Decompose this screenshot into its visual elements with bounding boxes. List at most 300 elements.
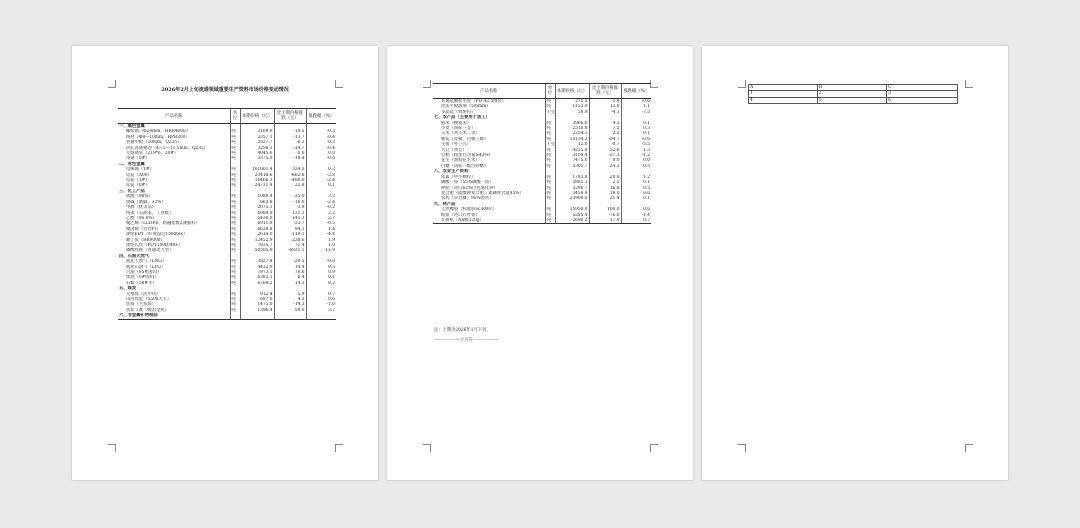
pct-cell[interactable]: -7.5 bbox=[621, 110, 651, 115]
price-cell[interactable]: 7035.7 bbox=[240, 243, 274, 248]
price-cell[interactable]: 912.4 bbox=[240, 292, 274, 297]
change-cell[interactable]: 4.3 bbox=[274, 297, 306, 302]
table-row bbox=[433, 218, 651, 224]
unit-cell[interactable]: 千克 bbox=[546, 142, 555, 148]
price-cell[interactable]: 663.8 bbox=[240, 200, 274, 205]
change-cell[interactable]: -10.5 bbox=[274, 129, 306, 134]
product-name[interactable]: 螺纹钢（Φ20mm，HRB400E） bbox=[126, 129, 191, 135]
product-name[interactable]: 浮法平板玻璃（5/6mm） bbox=[441, 104, 491, 110]
change-cell[interactable]: -94.7 bbox=[589, 137, 621, 142]
price-cell[interactable]: 2614.0 bbox=[240, 232, 274, 237]
unit-cell[interactable]: 吨 bbox=[545, 207, 555, 212]
unit-cell[interactable]: 吨 bbox=[545, 153, 555, 158]
price-cell[interactable]: 3881.3 bbox=[555, 180, 589, 185]
unit-cell[interactable]: 吨 bbox=[230, 275, 240, 280]
table-cell[interactable]: 6 bbox=[887, 97, 958, 103]
price-cell[interactable]: 24731.4 bbox=[240, 183, 274, 188]
change-cell[interactable]: -6831.1 bbox=[274, 248, 306, 253]
pct-cell[interactable]: 1.1 bbox=[621, 104, 651, 109]
empty-cell bbox=[306, 313, 336, 319]
unit-cell[interactable]: 吨 bbox=[545, 180, 555, 185]
product-name[interactable]: 电解铜（1#） bbox=[126, 167, 154, 173]
price-cell[interactable]: 6383.1 bbox=[240, 275, 274, 280]
table-header-row bbox=[118, 109, 336, 124]
pct-cell[interactable]: -0.4 bbox=[306, 135, 336, 140]
price-cell[interactable]: 1396.4 bbox=[240, 308, 274, 313]
unit-cell[interactable]: 吨 bbox=[230, 129, 240, 134]
pct-cell[interactable]: -0.4 bbox=[306, 146, 336, 151]
crop-mark bbox=[965, 80, 973, 88]
unit-cell[interactable]: 吨 bbox=[230, 140, 240, 145]
product-name[interactable]: 小麦（国标三等） bbox=[441, 126, 476, 132]
price-cell[interactable]: 5285.4 bbox=[555, 213, 589, 218]
pct-cell[interactable]: 0.6 bbox=[621, 191, 651, 196]
price-cell[interactable]: 6084.9 bbox=[240, 211, 274, 216]
pct-cell[interactable]: 3.3 bbox=[306, 194, 336, 199]
header-price: 本期价格（元） bbox=[555, 84, 589, 99]
change-cell[interactable]: 13.0 bbox=[589, 104, 621, 109]
product-name[interactable]: 多晶硅（致密料） bbox=[441, 109, 476, 115]
change-cell[interactable]: -1.8 bbox=[589, 99, 621, 105]
unit-cell[interactable]: 吨 bbox=[545, 121, 555, 126]
product-name[interactable]: 普通中板（20mm，Q235） bbox=[126, 140, 182, 146]
pct-cell[interactable]: -4.4 bbox=[306, 232, 336, 237]
price-cell[interactable]: 7973.1 bbox=[240, 270, 274, 275]
pct-cell[interactable]: 0.3 bbox=[306, 167, 336, 172]
product-name[interactable]: 铝锭（A00） bbox=[126, 172, 152, 178]
header-product: 产品名称 bbox=[118, 109, 230, 124]
change-cell[interactable]: -37.3 bbox=[589, 153, 621, 158]
price-cell[interactable]: 2690.2 bbox=[555, 218, 589, 224]
price-cell[interactable]: 2075.1 bbox=[240, 205, 274, 210]
change-cell[interactable]: 71.4 bbox=[274, 243, 306, 248]
price-cell[interactable]: 275.5 bbox=[555, 99, 589, 105]
table-cell[interactable]: B bbox=[817, 85, 886, 91]
change-cell[interactable]: -13.7 bbox=[274, 135, 306, 140]
price-cell[interactable]: 1153.9 bbox=[555, 104, 589, 109]
unit-cell[interactable]: 吨 bbox=[230, 221, 240, 226]
unit-cell[interactable]: 吨 bbox=[545, 131, 555, 136]
category-row bbox=[118, 313, 336, 319]
product-name[interactable]: 稻米（粳稻米） bbox=[441, 120, 472, 126]
product-name[interactable]: 石蜡（58#半） bbox=[126, 280, 157, 286]
crop-mark bbox=[108, 80, 116, 88]
product-name[interactable]: 磷酸一铵（55%磷酸一铵） bbox=[441, 180, 494, 186]
change-cell[interactable]: -662.8 bbox=[274, 173, 306, 178]
unit-cell[interactable]: 吨 bbox=[545, 164, 555, 169]
change-cell[interactable]: 4.3 bbox=[589, 121, 621, 126]
price-cell[interactable]: 7475.0 bbox=[555, 158, 589, 163]
product-name[interactable]: 聚乙烯（LLDPE，熔融指数2薄膜料） bbox=[126, 221, 200, 227]
empty-cell bbox=[274, 313, 306, 319]
empty-cell bbox=[230, 313, 240, 319]
crop-mark bbox=[423, 80, 431, 88]
unit-cell[interactable]: 吨 bbox=[230, 156, 240, 161]
change-cell[interactable]: -6.3 bbox=[274, 140, 306, 145]
product-name[interactable]: 顺丁胶（BR9000） bbox=[126, 237, 165, 243]
unit-cell[interactable]: 吨 bbox=[230, 173, 240, 178]
product-name[interactable]: 柴油（0#国VI） bbox=[126, 275, 159, 281]
pct-cell[interactable]: 0.5 bbox=[621, 164, 651, 169]
product-name[interactable]: 无烟煤（洗中块） bbox=[126, 291, 161, 297]
pct-cell[interactable]: 0.0 bbox=[306, 151, 336, 156]
unit-cell[interactable]: 吨 bbox=[230, 227, 240, 232]
change-cell[interactable]: 141.3 bbox=[274, 216, 306, 221]
crop-mark bbox=[650, 80, 658, 88]
product-name[interactable]: 甲醇（优等品） bbox=[126, 205, 157, 211]
price-cell[interactable]: 1475.0 bbox=[240, 302, 274, 307]
unit-cell[interactable]: 吨 bbox=[230, 194, 240, 199]
change-cell[interactable]: 94.1 bbox=[274, 227, 306, 232]
product-name[interactable]: 玉米（黄玉米二等） bbox=[441, 131, 480, 137]
product-name[interactable]: 尿素（中小颗粒） bbox=[441, 174, 476, 180]
price-cell[interactable]: 3296.7 bbox=[555, 186, 589, 191]
pct-cell[interactable]: 1.4 bbox=[306, 227, 336, 232]
page-break-label: 分页符 bbox=[459, 338, 473, 343]
product-name[interactable]: 焦煤（主焦煤） bbox=[126, 302, 157, 308]
category-label: 九、林产品 bbox=[434, 201, 456, 207]
unit-cell[interactable]: 吨 bbox=[230, 178, 240, 183]
pct-cell[interactable]: -0.2 bbox=[306, 205, 336, 210]
unit-cell[interactable]: 吨 bbox=[230, 270, 240, 275]
pct-cell[interactable]: 0.6 bbox=[621, 207, 651, 212]
price-cell[interactable]: 6911.9 bbox=[240, 221, 274, 226]
change-cell[interactable]: 35.0 bbox=[274, 194, 306, 199]
unit-cell[interactable]: 吨 bbox=[230, 216, 240, 221]
category-label: 六、非金属矿物制品 bbox=[118, 313, 230, 319]
price-cell[interactable]: 697.0 bbox=[240, 297, 274, 302]
pct-cell[interactable]: -2.4 bbox=[306, 178, 336, 183]
unit-cell[interactable]: 吨 bbox=[230, 281, 240, 286]
price-cell[interactable]: 3827.4 bbox=[240, 259, 274, 264]
pct-cell[interactable]: 0.7 bbox=[306, 292, 336, 297]
unit-cell[interactable]: 吨 bbox=[230, 183, 240, 188]
unit-cell[interactable]: 吨 bbox=[230, 308, 240, 313]
product-name[interactable]: 锌锭（0#） bbox=[126, 183, 150, 189]
pct-cell[interactable]: 1.2 bbox=[621, 175, 651, 180]
product-name[interactable]: 聚丙烯（拉丝料） bbox=[126, 226, 161, 232]
product-name[interactable]: 涤纶FDY（纤度超过150dtex） bbox=[126, 232, 188, 238]
table-cell[interactable]: C bbox=[887, 85, 958, 91]
product-name[interactable]: 棉花（皮棉，白棉三级） bbox=[441, 136, 489, 142]
crop-mark bbox=[423, 444, 431, 452]
pct-cell[interactable]: -0.5 bbox=[306, 156, 336, 161]
pct-cell[interactable]: 0.2 bbox=[306, 281, 336, 286]
price-cell[interactable]: 3298.1 bbox=[240, 146, 274, 151]
pct-cell[interactable]: 0.0 bbox=[621, 158, 651, 163]
price-cell[interactable]: 3109.4 bbox=[555, 153, 589, 158]
pct-cell[interactable]: -2.8 bbox=[306, 173, 336, 178]
product-name[interactable]: 液化石油气（LPG） bbox=[126, 264, 166, 270]
price-cell[interactable]: 2254.1 bbox=[555, 131, 589, 136]
pct-cell[interactable]: -1.4 bbox=[621, 213, 651, 218]
pct-cell[interactable]: 0.6 bbox=[306, 297, 336, 302]
price-cell[interactable]: 5305.7 bbox=[555, 164, 589, 169]
price-cell[interactable]: 50505.9 bbox=[240, 248, 274, 253]
product-name[interactable]: 白糖（国标一级白砂糖） bbox=[441, 163, 489, 169]
unit-cell[interactable]: 吨 bbox=[230, 232, 240, 237]
pct-cell[interactable]: 1.9 bbox=[306, 238, 336, 243]
change-cell[interactable]: 70.6 bbox=[274, 270, 306, 275]
change-cell[interactable]: 2.5 bbox=[589, 180, 621, 185]
pct-cell[interactable]: 0.5 bbox=[621, 186, 651, 191]
empty-cell bbox=[240, 313, 274, 319]
price-cell[interactable]: 4432.9 bbox=[240, 265, 274, 270]
pct-cell[interactable]: 0.1 bbox=[306, 183, 336, 188]
change-cell[interactable]: 22.8 bbox=[274, 183, 306, 188]
product-name[interactable]: 乙醇（95.0%） bbox=[126, 215, 157, 221]
product-name[interactable]: 液化天然气（LNG） bbox=[126, 259, 167, 265]
change-cell[interactable]: 50.0 bbox=[274, 308, 306, 313]
product-name[interactable]: 山西优混（5500大卡） bbox=[126, 297, 172, 302]
price-cell[interactable]: 3527.7 bbox=[240, 140, 274, 145]
unit-cell[interactable]: 吨 bbox=[545, 186, 555, 191]
unit-cell[interactable]: 吨 bbox=[545, 104, 555, 109]
change-cell[interactable]: 100.0 bbox=[589, 207, 621, 212]
price-cell[interactable]: 3458.9 bbox=[555, 191, 589, 196]
unit-cell[interactable]: 吨 bbox=[230, 167, 240, 172]
price-cell[interactable]: 50.9 bbox=[555, 110, 589, 115]
pct-cell[interactable]: -0.2 bbox=[306, 140, 336, 145]
product-name[interactable]: 角钢（5#） bbox=[126, 156, 150, 162]
pct-cell[interactable]: 1.0 bbox=[306, 243, 336, 248]
unit-cell[interactable]: 吨 bbox=[545, 175, 555, 180]
change-cell[interactable]: 24.3 bbox=[589, 164, 621, 169]
table-cell[interactable]: 2 bbox=[817, 91, 886, 97]
change-cell[interactable]: 228.6 bbox=[274, 238, 306, 243]
pct-cell[interactable]: 0.1 bbox=[621, 131, 651, 136]
change-cell[interactable]: 334.3 bbox=[274, 167, 306, 172]
price-cell[interactable]: 15950.0 bbox=[555, 207, 589, 212]
category-label: 八、农业生产资料 bbox=[434, 169, 469, 175]
change-cell[interactable]: -14.7 bbox=[274, 146, 306, 151]
product-name[interactable]: 热轧普通板卷（4.75—11.5mm，Q235） bbox=[126, 145, 208, 151]
pct-cell[interactable]: -5.5 bbox=[621, 142, 651, 147]
table-cell[interactable]: 4 bbox=[749, 97, 818, 103]
table-cell[interactable]: 1 bbox=[749, 91, 818, 97]
unit-cell[interactable]: 吨 bbox=[230, 200, 240, 205]
table-cell[interactable]: 5 bbox=[817, 97, 886, 103]
change-cell[interactable]: -76.0 bbox=[589, 213, 621, 218]
unit-cell[interactable]: 吨 bbox=[230, 265, 240, 270]
pct-cell[interactable]: -2.4 bbox=[306, 200, 336, 205]
price-cell[interactable]: 1783.8 bbox=[555, 175, 589, 180]
change-cell[interactable]: -29.5 bbox=[274, 259, 306, 264]
product-name[interactable]: 生猪（外三元） bbox=[441, 142, 472, 148]
header-change: 比上期价格涨跌（元） bbox=[274, 109, 306, 124]
change-cell[interactable]: -14.3 bbox=[274, 302, 306, 307]
pct-cell[interactable]: -1.0 bbox=[306, 302, 336, 307]
document-page-3 bbox=[702, 46, 1008, 480]
price-cell[interactable]: 3357.1 bbox=[240, 135, 274, 140]
pct-cell[interactable]: 1.3 bbox=[621, 148, 651, 153]
table-note: 注：上期为2026年1月下旬。 bbox=[434, 328, 491, 333]
pct-cell[interactable]: -1.2 bbox=[621, 153, 651, 158]
price-cell[interactable]: 12.0 bbox=[555, 142, 589, 147]
change-cell[interactable]: 21.4 bbox=[589, 196, 621, 201]
pct-cell[interactable]: 0.3 bbox=[306, 265, 336, 270]
change-cell[interactable]: -16.0 bbox=[274, 200, 306, 205]
change-cell[interactable]: 52.6 bbox=[589, 148, 621, 153]
unit-cell[interactable]: 吨 bbox=[230, 238, 240, 243]
table-header-row bbox=[433, 84, 651, 99]
change-cell[interactable]: -4.1 bbox=[589, 110, 621, 115]
change-cell[interactable]: 20.6 bbox=[589, 175, 621, 180]
product-name[interactable]: 汽油（95#国VI） bbox=[126, 269, 162, 275]
unit-cell[interactable]: 吨 bbox=[545, 126, 555, 131]
price-cell[interactable]: 16466.3 bbox=[240, 178, 274, 183]
price-cell[interactable]: 3966.0 bbox=[555, 121, 589, 126]
unit-cell[interactable]: 吨 bbox=[230, 135, 240, 140]
price-cell[interactable]: 12452.9 bbox=[240, 238, 274, 243]
category-label: 四、石油天然气 bbox=[119, 253, 150, 259]
category-label: 三、化工产品 bbox=[119, 188, 145, 194]
pct-cell[interactable]: 0.7 bbox=[621, 218, 651, 224]
product-name[interactable]: 大豆（黄豆） bbox=[441, 147, 467, 153]
change-cell[interactable]: -400.0 bbox=[274, 178, 306, 183]
product-name[interactable]: 钾肥（进口62%白色氯化钾） bbox=[441, 185, 498, 191]
change-cell[interactable]: 0.0 bbox=[589, 158, 621, 163]
product-name[interactable]: 花生（油料花生米） bbox=[441, 158, 480, 164]
unit-cell[interactable]: 吨 bbox=[545, 213, 555, 218]
unit-cell[interactable]: 吨 bbox=[545, 191, 555, 196]
change-cell[interactable]: 14.4 bbox=[274, 265, 306, 270]
product-name[interactable]: 纯苯（石油苯，工业级） bbox=[126, 210, 174, 216]
product-name[interactable]: 普通硅酸盐水泥（P.O 42.5散装） bbox=[441, 99, 507, 104]
pct-cell[interactable]: 0.3 bbox=[621, 126, 651, 131]
change-cell[interactable]: 14.3 bbox=[274, 281, 306, 286]
price-cell[interactable]: 1089.4 bbox=[240, 194, 274, 199]
change-cell[interactable]: 16.8 bbox=[589, 186, 621, 191]
document-title: 2026年2月上旬流通领域重要生产资料市场价格变动情况 bbox=[161, 87, 289, 93]
unit-cell[interactable]: 吨 bbox=[230, 297, 240, 302]
price-cell[interactable]: 4045.6 bbox=[240, 151, 274, 156]
document-page-2 bbox=[387, 46, 693, 480]
change-cell[interactable]: 17.9 bbox=[589, 218, 621, 224]
product-name[interactable]: 豆粕（粗蛋白含量≥43%） bbox=[441, 153, 493, 159]
change-cell[interactable]: -3.9 bbox=[274, 205, 306, 210]
unit-cell[interactable]: 吨 bbox=[230, 248, 240, 253]
pct-cell[interactable]: 0.1 bbox=[306, 275, 336, 280]
document-page-1 bbox=[72, 46, 378, 480]
change-cell[interactable]: -0.7 bbox=[589, 142, 621, 147]
product-name[interactable]: 瓦楞纸（AA级120g） bbox=[433, 218, 545, 224]
unit-cell[interactable]: 吨 bbox=[230, 302, 240, 307]
change-cell[interactable]: 7.2 bbox=[589, 126, 621, 131]
category-label: 七、农产品（主要用于加工） bbox=[434, 115, 490, 121]
pct-cell[interactable]: 0.1 bbox=[621, 180, 651, 185]
price-cell[interactable]: 23900.0 bbox=[555, 196, 589, 201]
crop-mark bbox=[965, 444, 973, 452]
pct-cell[interactable]: 2.7 bbox=[306, 216, 336, 221]
unit-cell[interactable]: 千克 bbox=[546, 109, 555, 115]
product-name[interactable]: 磷酸铁锂（普通动力型） bbox=[126, 248, 174, 254]
change-cell[interactable]: 19.0 bbox=[589, 191, 621, 196]
product-name[interactable]: 无缝钢管（219*6，20#） bbox=[126, 151, 179, 157]
unit-cell[interactable]: 吨 bbox=[545, 99, 555, 105]
product-name[interactable]: 涤纶长丝（POY150D/48F） bbox=[126, 242, 183, 248]
price-cell[interactable]: 5430.0 bbox=[240, 216, 274, 221]
pct-cell[interactable]: -11.9 bbox=[306, 248, 336, 253]
price-cell[interactable]: 15134.2 bbox=[555, 137, 589, 142]
price-cell[interactable]: 6638.8 bbox=[240, 227, 274, 232]
pct-cell[interactable]: 3.7 bbox=[306, 308, 336, 313]
pct-cell[interactable]: -0.8 bbox=[306, 259, 336, 264]
unit-cell[interactable]: 吨 bbox=[545, 196, 555, 201]
pct-cell[interactable]: -0.6 bbox=[621, 99, 651, 105]
price-cell[interactable]: 4255.9 bbox=[555, 148, 589, 153]
unit-cell[interactable]: 吨 bbox=[230, 146, 240, 151]
category-label: 一、黑色金属 bbox=[119, 124, 145, 129]
pct-cell[interactable]: 0.1 bbox=[621, 196, 651, 201]
change-cell[interactable]: 0.0 bbox=[274, 151, 306, 156]
header-price: 本期价格（元） bbox=[240, 109, 274, 124]
product-name[interactable]: 线材（Φ8—10mm，HPB300） bbox=[126, 134, 190, 140]
price-cell[interactable]: 6708.2 bbox=[240, 281, 274, 286]
change-cell[interactable]: 5.9 bbox=[274, 292, 306, 297]
unit-cell[interactable]: 吨 bbox=[230, 151, 240, 156]
product-name[interactable]: 复合肥（硫酸钾复合肥，氮磷钾含量45%） bbox=[441, 190, 524, 196]
crop-mark bbox=[738, 444, 746, 452]
product-name[interactable]: 铅锭（1#） bbox=[126, 178, 150, 184]
change-cell[interactable]: 6.4 bbox=[274, 275, 306, 280]
category-label: 五、煤炭 bbox=[119, 286, 137, 292]
unit-cell[interactable]: 吨 bbox=[230, 205, 240, 210]
product-name[interactable]: 农药（草甘膦，95%原药） bbox=[441, 196, 494, 202]
unit-cell[interactable]: 吨 bbox=[545, 137, 555, 142]
product-name[interactable]: 焦炭（准一级冶金焦） bbox=[126, 307, 169, 313]
price-cell[interactable]: 3375.0 bbox=[240, 156, 274, 161]
product-name[interactable]: 烧碱（液碱，32%） bbox=[126, 199, 166, 205]
header-pct: 涨跌幅（%） bbox=[621, 84, 651, 99]
price-cell[interactable]: 101661.4 bbox=[240, 167, 274, 172]
pct-cell[interactable]: -0.5 bbox=[306, 221, 336, 226]
unit-cell[interactable]: 吨 bbox=[545, 148, 555, 153]
change-cell[interactable]: 2.2 bbox=[589, 131, 621, 136]
pct-cell[interactable]: -0.6 bbox=[621, 137, 651, 142]
crop-mark bbox=[650, 444, 658, 452]
unit-cell[interactable]: 吨 bbox=[230, 292, 240, 297]
unit-cell[interactable]: 吨 bbox=[545, 158, 555, 163]
header-pct: 涨跌幅（%） bbox=[306, 109, 336, 124]
crop-mark bbox=[738, 80, 746, 88]
pct-cell[interactable]: 0.1 bbox=[621, 121, 651, 126]
crop-mark bbox=[335, 80, 343, 88]
crop-mark bbox=[335, 444, 343, 452]
table-cell[interactable]: 3 bbox=[887, 91, 958, 97]
unit-cell[interactable]: 吨 bbox=[230, 211, 240, 216]
pct-cell[interactable]: 0.9 bbox=[306, 270, 336, 275]
product-name[interactable]: 纸浆（进口针叶浆） bbox=[441, 212, 480, 218]
unit-cell[interactable]: 吨 bbox=[545, 218, 555, 224]
unit-cell[interactable]: 吨 bbox=[230, 259, 240, 264]
unit-cell[interactable]: 吨 bbox=[230, 243, 240, 248]
change-cell[interactable]: -33.7 bbox=[274, 221, 306, 226]
pct-cell[interactable]: -0.3 bbox=[306, 129, 336, 134]
table-cell[interactable]: A bbox=[749, 85, 818, 91]
change-cell[interactable]: -18.4 bbox=[274, 156, 306, 161]
price-cell[interactable]: 23418.6 bbox=[240, 173, 274, 178]
pct-cell[interactable]: 2.2 bbox=[306, 211, 336, 216]
change-cell[interactable]: 131.3 bbox=[274, 211, 306, 216]
product-name[interactable]: 天然橡胶（标准胶SCRWF） bbox=[441, 207, 497, 213]
change-cell[interactable]: -119.1 bbox=[274, 232, 306, 237]
price-cell[interactable]: 2510.8 bbox=[555, 126, 589, 131]
crop-mark bbox=[108, 444, 116, 452]
header-unit: 单位 bbox=[230, 109, 240, 124]
product-name[interactable]: 硫酸（98%） bbox=[126, 194, 153, 200]
price-cell[interactable]: 3169.0 bbox=[240, 129, 274, 134]
